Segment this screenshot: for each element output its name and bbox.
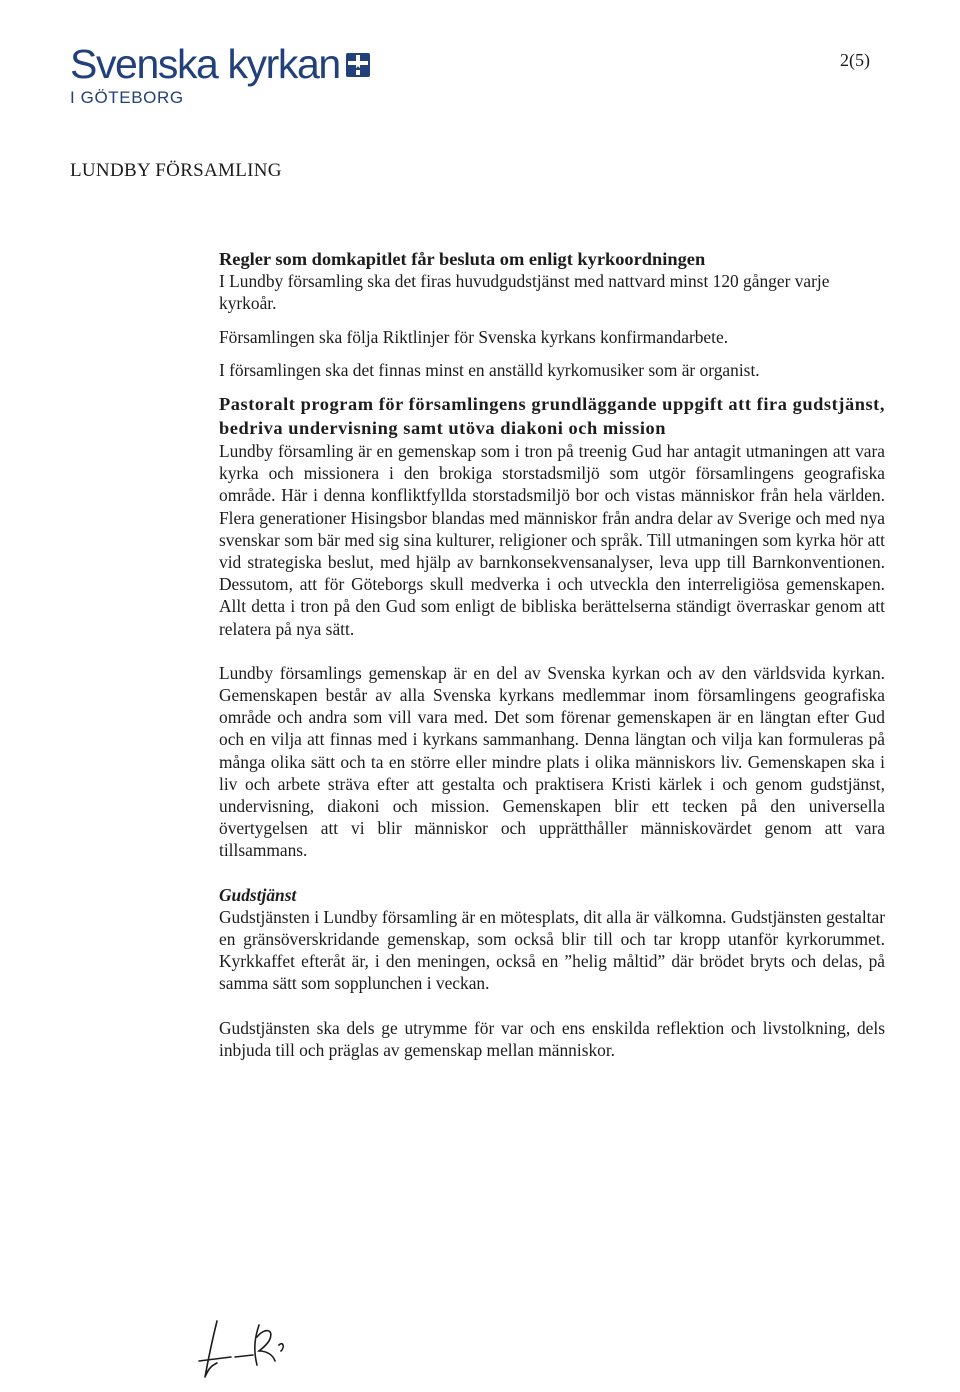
logo-subtitle: I GÖTEBORG	[70, 88, 184, 107]
logo-title: Svenska kyrkan	[70, 41, 340, 87]
parish-name: LUNDBY FÖRSAMLING	[70, 160, 282, 181]
page-number: 2(5)	[840, 50, 870, 70]
program-heading: Pastoralt program för församlingens grundläggande uppgift att fira gudstjänst, bedriva undervisning samt utöva diakoni och mission	[219, 394, 885, 439]
rule-line: I församlingen ska det finnas minst en anställd kyrkomusiker som är organist.	[219, 359, 760, 380]
svenska-kyrkan-logo	[70, 42, 370, 108]
program-paragraph: Lundby församling är en gemenskap som i tron på treenig Gud har antagit utmaningen att vara kyrka och missionera i den brokiga storstadsmiljö som utgör församlingens geografiska område. Här i denna konfliktfyllda storstadsmiljö bor och vistas människor från hela världen. Flera generationer Hisingsbor blandas med människor från andra delar av Sverige och med nya svenskar som bär med sig sina kulturer, religioner och språk. Till utmaningen som kyrka hör att vid strategiska beslut, med hjälp av barnkonsekvensanalyser, leva upp till Barnkonventionen. Dessutom, att för Göteborgs skull medverka i och utveckla den interreligiösa gemenskapen. Allt detta i tron på den Gud som enligt de bibliska berättelserna ständigt överraskar genom att relatera på nya sätt.	[219, 441, 885, 639]
rule-line: Församlingen ska följa Riktlinjer för Svenska kyrkans konfirmandarbete.	[219, 326, 729, 347]
gudstjanst-paragraph: Gudstjänsten ska dels ge utrymme för var och ens enskilda reflektion och livstolkning, dels inbjuda till och präglas av gemenskap mellan människor.	[219, 1017, 885, 1060]
document-body	[219, 248, 885, 1083]
gudstjanst-paragraph: Gudstjänsten i Lundby församling är en mötesplats, dit alla är välkomna. Gudstjänsten gestaltar en gränsöverskridande gemenskap, som också blir till och tar kropp utanför kyrkorummet. Kyrkkaffet efteråt är, i den meningen, också en ”helig måltid” där brödet bryts och delas, på samma sätt som sopplunchen i veckan.	[219, 906, 885, 994]
handwritten-initials	[195, 1315, 315, 1391]
cross-crown-icon	[346, 53, 370, 77]
program-paragraph: Lundby församlings gemenskap är en del av Svenska kyrkan och av den världsvida kyrkan. Gemenskapen består av alla Svenska kyrkans medlemmar inom församlingens geografiska område och andra som vill vara med. Det som förenar gemenskapen är en längtan efter Gud och en vilja att finnas med i kyrkans sammanhang. Denna längtan och vilja kan formuleras på många olika sätt och ta en större eller mindre plats i olika människors liv. Gemenskapen ska i liv och arbete sträva efter att gestalta och praktisera Kristi kärlek i och genom gudstjänst, undervisning, diakoni och mission. Gemenskapen blir ett tecken på den universella övertygelsen att vi blir människor och upprätthåller människovärdet genom att vara tillsammans.	[219, 662, 885, 861]
gudstjanst-heading: Gudstjänst	[219, 884, 297, 905]
rules-heading: Regler som domkapitlet får besluta om enligt kyrkoordningen	[219, 249, 706, 269]
rule-line: I Lundby församling ska det firas huvudgudstjänst med nattvard minst 120 gånger varje kyrkoår.	[219, 271, 830, 314]
